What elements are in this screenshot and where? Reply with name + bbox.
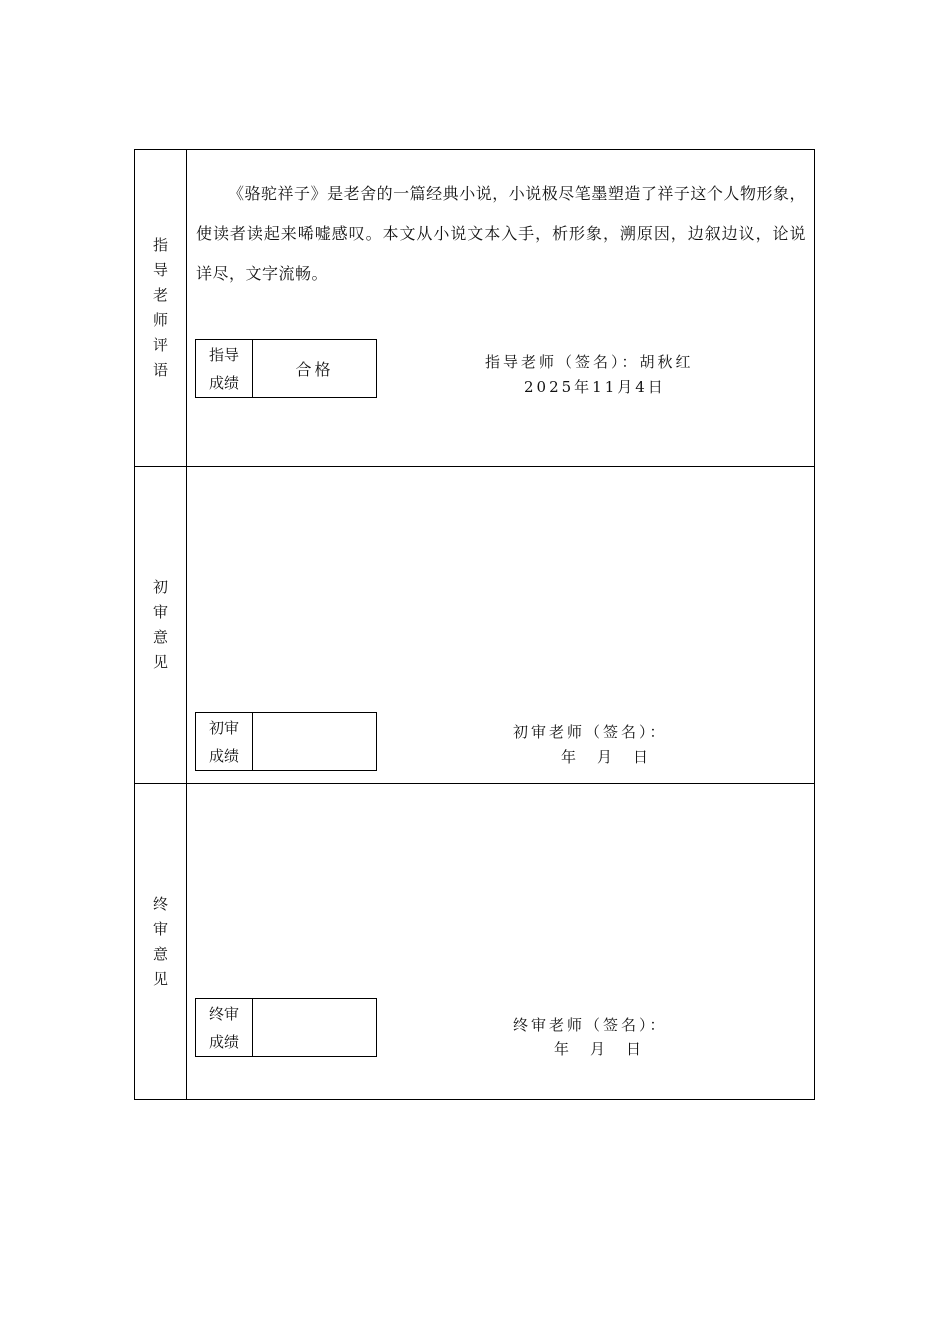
supervisor-grade-box bbox=[195, 339, 377, 398]
initial-grade-box bbox=[195, 712, 377, 771]
supervisor-signature: 指导老师（签名）：胡秋红 bbox=[485, 353, 694, 371]
row-divider bbox=[135, 783, 814, 784]
grade-label: 初审 成绩 bbox=[196, 713, 253, 770]
review-form-table bbox=[134, 149, 815, 1100]
grade-label: 终审 成绩 bbox=[196, 999, 253, 1056]
initial-grade-value bbox=[253, 713, 376, 770]
supervisor-comment-label: 指 导 老 师 评 语 bbox=[152, 236, 168, 379]
initial-review-signature: 初审老师（签名）： bbox=[513, 723, 668, 741]
final-review-date: 年 月 日 bbox=[554, 1040, 645, 1058]
final-grade-box bbox=[195, 998, 377, 1057]
final-review-signature: 终审老师（签名）： bbox=[513, 1016, 668, 1034]
supervisor-comment-text: 《骆驼祥子》是老舍的一篇经典小说，小说极尽笔墨塑造了祥子这个人物形象，使读者读起来唏嘘感叹。本文从小说文本入手，析形象，溯原因，边叙边议，论说详尽，文字流畅。 bbox=[196, 184, 806, 283]
final-review-label: 终 审 意 见 bbox=[152, 895, 168, 988]
initial-review-date: 年 月 日 bbox=[561, 748, 652, 766]
supervisor-date: 2025年11月4日 bbox=[524, 378, 666, 396]
row-divider bbox=[135, 466, 814, 467]
column-divider bbox=[186, 150, 187, 1099]
supervisor-grade-value: 合格 bbox=[295, 360, 334, 379]
initial-review-label: 初 审 意 见 bbox=[152, 577, 168, 671]
final-grade-value bbox=[253, 999, 376, 1056]
grade-label: 指导 成绩 bbox=[196, 340, 253, 397]
